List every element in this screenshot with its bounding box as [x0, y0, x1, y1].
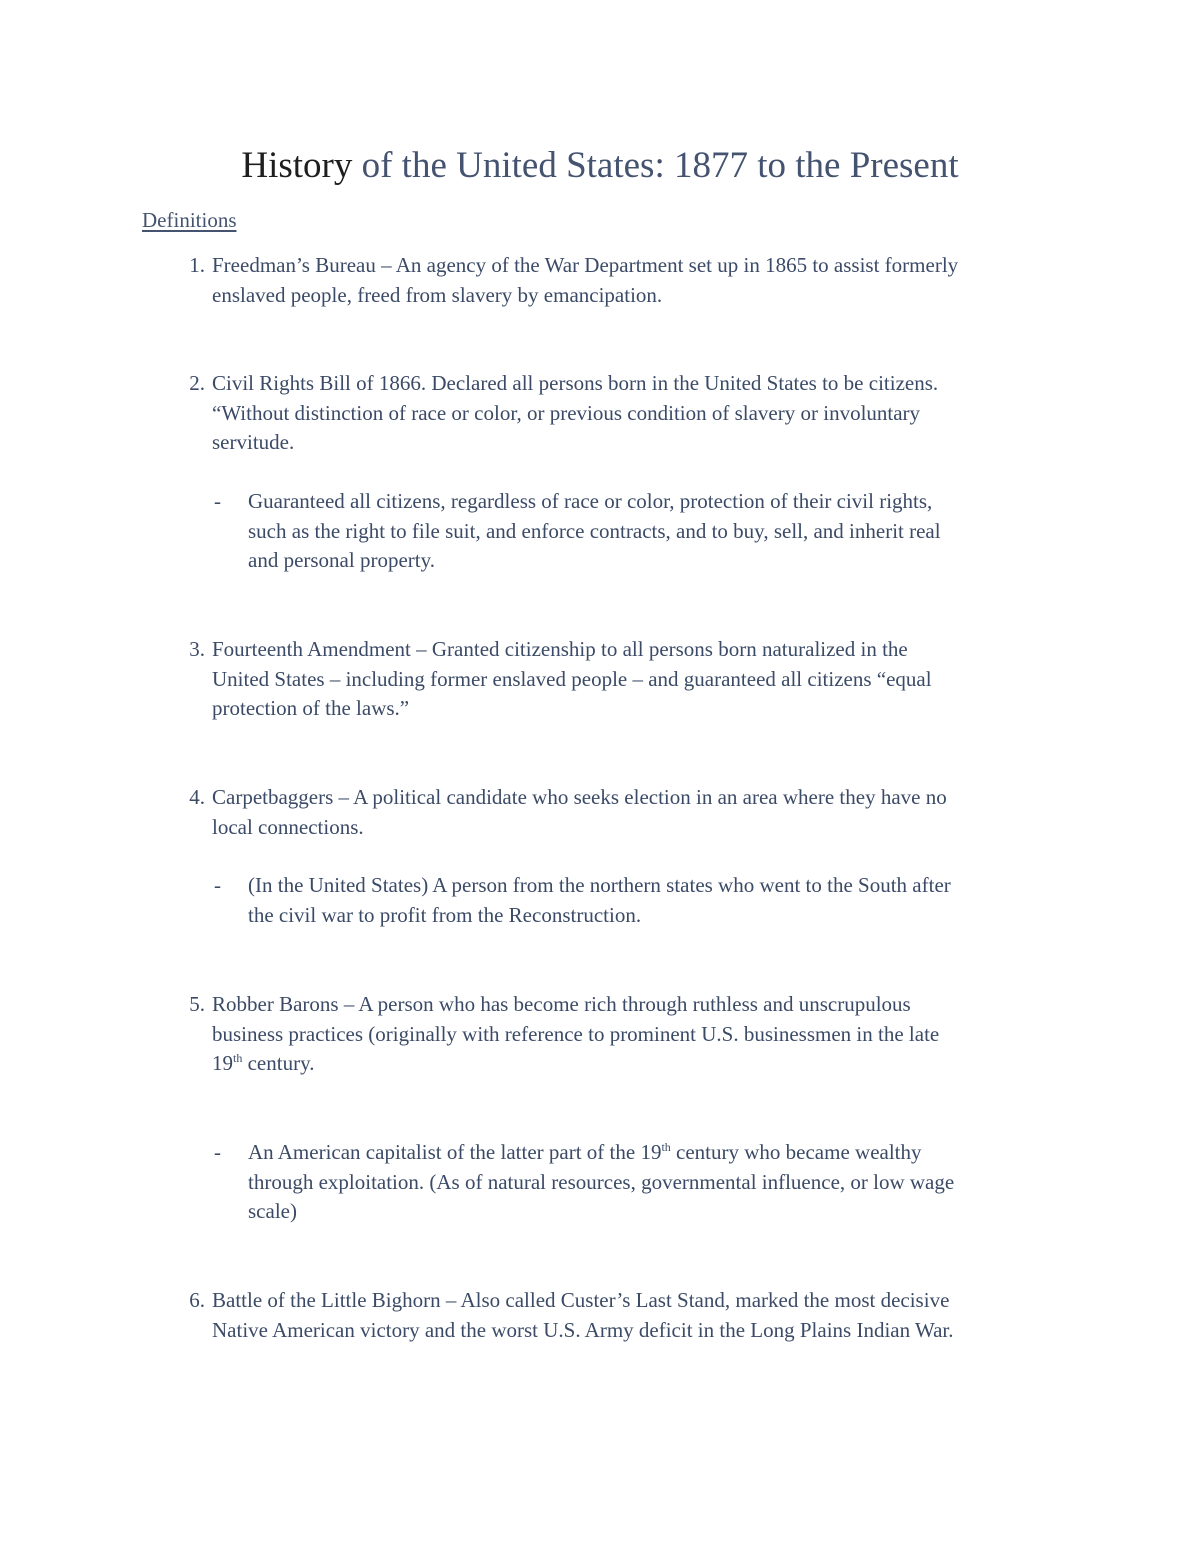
page-title: [0, 140, 1200, 192]
definition-subpoint-2: [214, 487, 1058, 576]
item-text-line: Fourteenth Amendment – Granted citizenship to all persons born naturalized in the: [212, 637, 908, 661]
subpoint-text-line: through exploitation. (As of natural resources, governmental influence, or low wage: [248, 1169, 955, 1194]
item-text-line: “Without distinction of race or color, or previous condition of slavery or involuntary: [212, 400, 921, 425]
subpoint-text-line: scale): [248, 1199, 297, 1223]
item-text-line: Robber Barons – A person who has become rich through ruthless and unscrupulous: [212, 992, 911, 1016]
item-text-line: United States – including former enslaved people – and guaranteed all citizens “equal: [212, 666, 932, 691]
subpoint-text-line: Guaranteed all citizens, regardless of race or color, protection of their civil rights,: [248, 489, 933, 513]
bullet-dash: -: [214, 873, 221, 897]
item-text-line: business practices (originally with reference to prominent U.S. businessmen in the late: [212, 1021, 940, 1046]
ordinal-number: 19: [212, 1051, 233, 1075]
bullet-dash: -: [214, 1140, 221, 1164]
subpoint-text-line: (In the United States) A person from the northern states who went to the South after: [248, 873, 951, 897]
item-number: 3.: [189, 637, 205, 661]
item-number: 5.: [189, 992, 205, 1016]
item-number: 6.: [189, 1288, 205, 1312]
definition-item-1: [189, 251, 1072, 310]
item-text-line: enslaved people, freed from slavery by emancipation.: [212, 282, 663, 307]
definition-item-6: [189, 1286, 1072, 1345]
text-fragment: An American capitalist of the latter part of the 19: [248, 1140, 662, 1164]
item-number: 2.: [189, 371, 205, 395]
item-text-line: Civil Rights Bill of 1866. Declared all persons born in the United States to be citizens.: [212, 371, 939, 395]
ordinal-suffix: th: [661, 1140, 671, 1154]
item-text-line: Freedman’s Bureau – An agency of the War Department set up in 1865 to assist formerly: [212, 253, 959, 277]
item-text-line: Native American victory and the worst U.S. Army deficit in the Long Plains Indian War.: [212, 1317, 954, 1342]
text-fragment: century who became wealthy: [670, 1140, 922, 1164]
definition-subpoint-4: [214, 871, 1058, 930]
bullet-dash: -: [214, 489, 221, 513]
definition-item-2: [189, 369, 1072, 458]
title-rest: of the United States: 1877 to the Present: [352, 145, 959, 186]
text-fragment: century.: [242, 1051, 315, 1075]
title-word-history: History: [241, 145, 353, 186]
item-text-line: servitude.: [212, 430, 295, 454]
definition-item-4: [189, 783, 1072, 842]
subpoint-text-line: and personal property.: [248, 548, 435, 572]
section-heading-definitions: Definitions: [142, 208, 237, 232]
item-number: 4.: [189, 785, 205, 809]
item-text-line: [212, 1049, 1072, 1079]
item-text-line: local connections.: [212, 814, 364, 839]
item-number: 1.: [189, 253, 205, 277]
item-text-line: Battle of the Little Bighorn – Also called Custer’s Last Stand, marked the most decisive: [212, 1288, 950, 1312]
subpoint-text-line: [248, 1138, 1058, 1168]
subpoint-text-line: the civil war to profit from the Reconstruction.: [248, 902, 642, 927]
definition-item-5: [189, 990, 1072, 1079]
item-text-line: Carpetbaggers – A political candidate who seeks election in an area where they have no: [212, 785, 947, 809]
definition-subpoint-5: [214, 1138, 1058, 1227]
item-text-line: protection of the laws.”: [212, 696, 410, 720]
subpoint-text-line: such as the right to file suit, and enforce contracts, and to buy, sell, and inherit real: [248, 518, 941, 543]
ordinal-suffix: th: [233, 1051, 243, 1065]
definition-item-3: [189, 635, 1072, 724]
